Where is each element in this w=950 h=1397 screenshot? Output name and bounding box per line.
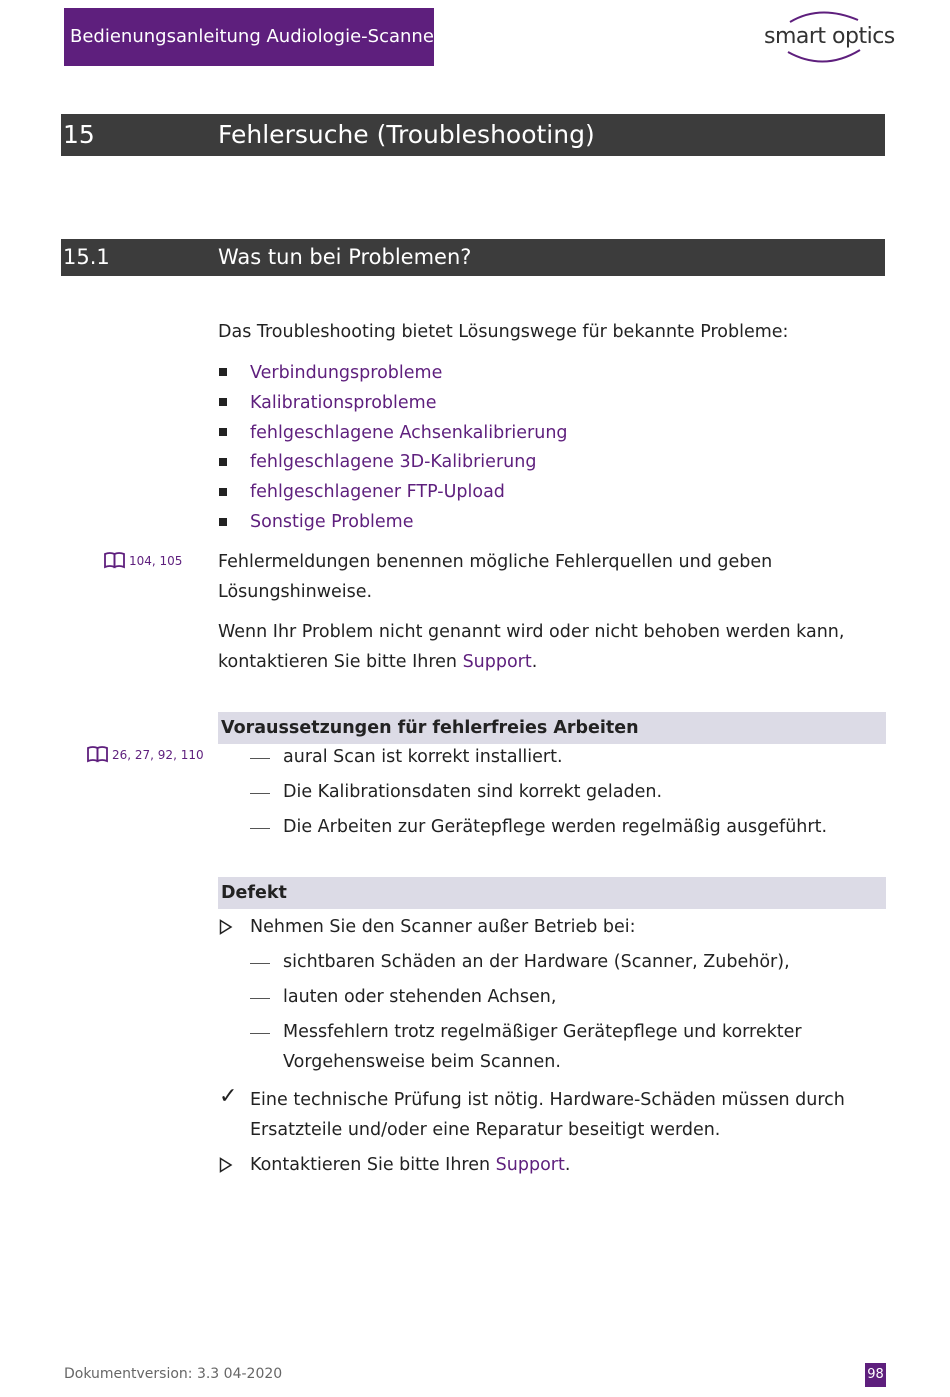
prerequisite-item: aural Scan ist korrekt installiert. [283,747,563,767]
support-link[interactable]: Support [495,1155,565,1175]
bullet-icon [219,488,227,496]
contact-line-1: Wenn Ihr Problem nicht genannt wird oder nicht behoben werden kann, [218,622,845,642]
section-title: Was tun bei Problemen? [218,245,472,269]
chapter-heading [61,114,885,156]
link-calibration-problems[interactable]: Kalibrationsprobleme [250,393,437,413]
defect-step-1: Nehmen Sie den Scanner außer Betrieb bei: [250,917,636,937]
chapter-title: Fehlersuche (Troubleshooting) [218,120,595,149]
logo-text: smart optics [764,24,895,49]
bullet-icon [219,458,227,466]
checkmark-icon: ✓ [219,1084,238,1109]
section-number: 15.1 [63,245,110,269]
defect-heading: Defekt [218,877,886,909]
document-title-banner: Bedienungsanleitung Audiologie-Scanner [64,8,434,66]
contact-text: kontaktieren Sie bitte Ihren [218,652,463,672]
defect-item: Messfehlern trotz regelmäßiger Gerätepflege und korrekter [283,1022,802,1042]
reference-pages: 104, 105 [129,553,183,568]
reference-pages: 26, 27, 92, 110 [112,747,204,762]
chapter-number: 15 [63,120,95,149]
bullet-icon [219,368,227,376]
support-link[interactable]: Support [462,652,532,672]
brand-logo [760,6,895,68]
intro-paragraph: Das Troubleshooting bietet Lösungswege für bekannte Probleme: [218,322,789,342]
step-text: Kontaktieren Sie bitte Ihren [250,1155,496,1175]
book-icon [87,746,108,763]
dash-icon [250,963,270,964]
link-connection-problems[interactable]: Verbindungsprobleme [250,363,443,383]
contact-line-2 [218,647,537,677]
link-ftp-upload-failed[interactable]: fehlgeschlagener FTP-Upload [250,482,505,502]
dash-icon [250,998,270,999]
defect-item: sichtbaren Schäden an der Hardware (Scanner, Zubehör), [283,952,790,972]
period: . [564,1155,571,1175]
link-axis-calibration-failed[interactable]: fehlgeschlagene Achsenkalibrierung [250,423,568,443]
prerequisite-item: Die Arbeiten zur Gerätepflege werden regelmäßig ausgeführt. [283,817,828,837]
defect-result-line-2: Ersatzteile und/oder eine Reparatur beseitigt werden. [250,1120,721,1140]
dash-icon [250,828,270,829]
bullet-icon [219,518,227,526]
page-reference[interactable] [87,746,204,763]
dash-icon [250,793,270,794]
bullet-icon [219,398,227,406]
defect-item: lauten oder stehenden Achsen, [283,987,557,1007]
error-messages-line-2: Lösungshinweise. [218,582,373,602]
defect-step-2 [250,1150,570,1180]
triangle-right-icon [219,919,233,935]
dash-icon [250,1033,270,1034]
prerequisite-item: Die Kalibrationsdaten sind korrekt geladen. [283,782,663,802]
section-heading [61,239,885,276]
defect-result-line-1: Eine technische Prüfung ist nötig. Hardware-Schäden müssen durch [250,1090,845,1110]
document-version: Dokumentversion: 3.3 04-2020 [64,1366,283,1382]
link-other-problems[interactable]: Sonstige Probleme [250,512,414,532]
link-3d-calibration-failed[interactable]: fehlgeschlagene 3D-Kalibrierung [250,452,537,472]
period: . [531,652,538,672]
bullet-icon [219,428,227,436]
dash-icon [250,758,270,759]
page-number: 98 [865,1363,886,1387]
defect-item-continued: Vorgehensweise beim Scannen. [283,1052,561,1072]
prerequisites-heading: Voraussetzungen für fehlerfreies Arbeiten [218,712,886,744]
error-messages-line-1: Fehlermeldungen benennen mögliche Fehlerquellen und geben [218,552,773,572]
page-reference[interactable] [104,552,182,569]
book-icon [104,552,125,569]
triangle-right-icon [219,1157,233,1173]
